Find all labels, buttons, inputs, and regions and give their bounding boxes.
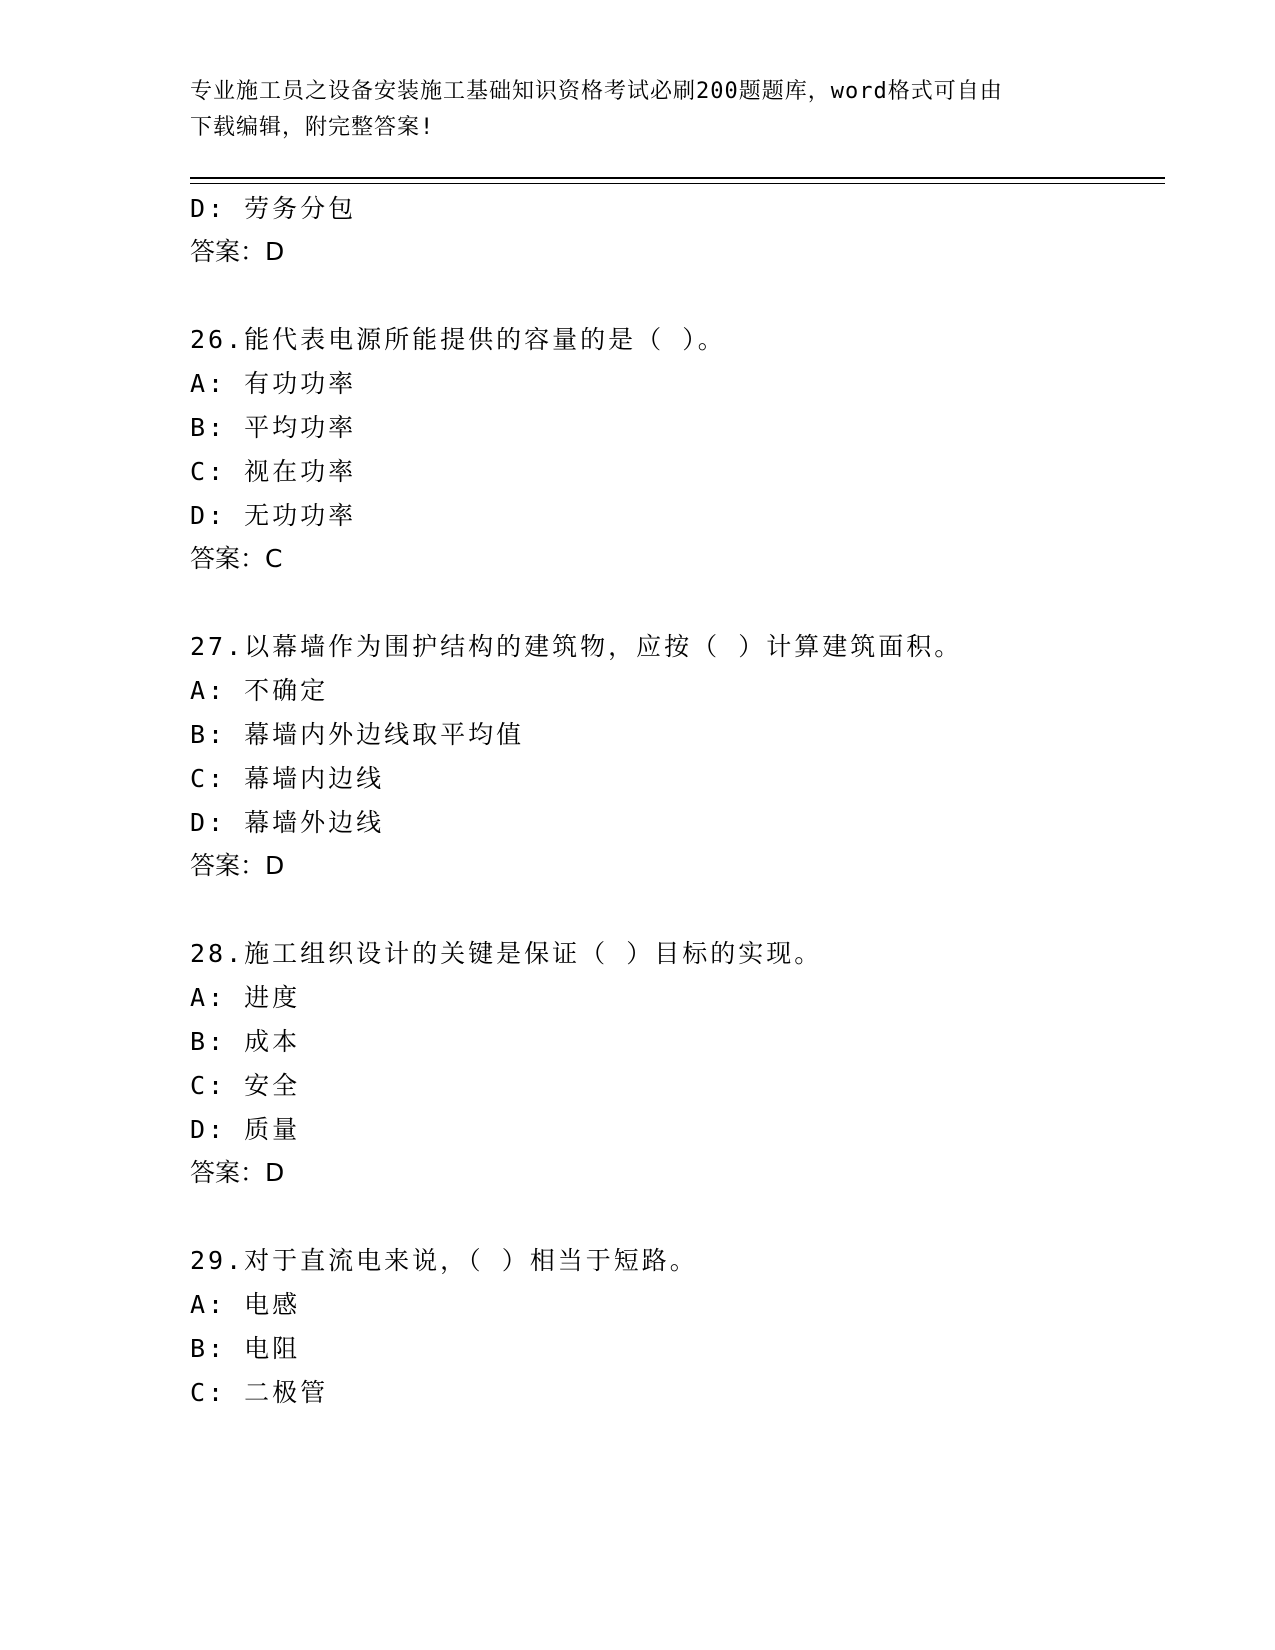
q28-option-b: B: 成本 — [190, 1027, 301, 1056]
header-title-line-2: 下载编辑，附完整答案! — [190, 115, 435, 140]
q29-option-a: A: 电感 — [190, 1290, 301, 1319]
q28-answer: 答案：D — [190, 1158, 285, 1187]
q27-option-b: B: 幕墙内外边线取平均值 — [190, 720, 525, 749]
q26-option-c: C: 视在功率 — [190, 457, 357, 486]
q28-question: 28.施工组织设计的关键是保证（ ）目标的实现。 — [190, 939, 823, 968]
q26-option-b: B: 平均功率 — [190, 413, 357, 442]
header-divider-thick — [190, 177, 1165, 179]
q27-option-a: A: 不确定 — [190, 676, 329, 705]
q26-option-a: A: 有功功率 — [190, 369, 357, 398]
q29-question: 29.对于直流电来说，（ ）相当于短路。 — [190, 1246, 698, 1275]
q28-option-a: A: 进度 — [190, 983, 301, 1012]
q25-option-d: D: 劳务分包 — [190, 194, 357, 223]
q28-option-c: C: 安全 — [190, 1071, 301, 1100]
q27-option-d: D: 幕墙外边线 — [190, 808, 385, 837]
header-title-line-1: 专业施工员之设备安装施工基础知识资格考试必刷200题题库，word格式可自由 — [190, 79, 1003, 104]
q27-answer: 答案：D — [190, 851, 285, 880]
q26-answer: 答案：C — [190, 544, 283, 573]
q27-option-c: C: 幕墙内边线 — [190, 764, 385, 793]
document-header — [190, 74, 1090, 146]
q26-question: 26.能代表电源所能提供的容量的是（ ）。 — [190, 325, 726, 354]
q25-answer: 答案：D — [190, 237, 285, 266]
q27-question: 27.以幕墙作为围护结构的建筑物，应按（ ）计算建筑面积。 — [190, 632, 963, 661]
q29-option-c: C: 二极管 — [190, 1378, 329, 1407]
q26-option-d: D: 无功功率 — [190, 501, 357, 530]
q29-option-b: B: 电阻 — [190, 1334, 301, 1363]
q28-option-d: D: 质量 — [190, 1115, 301, 1144]
header-divider-thin — [190, 183, 1165, 184]
